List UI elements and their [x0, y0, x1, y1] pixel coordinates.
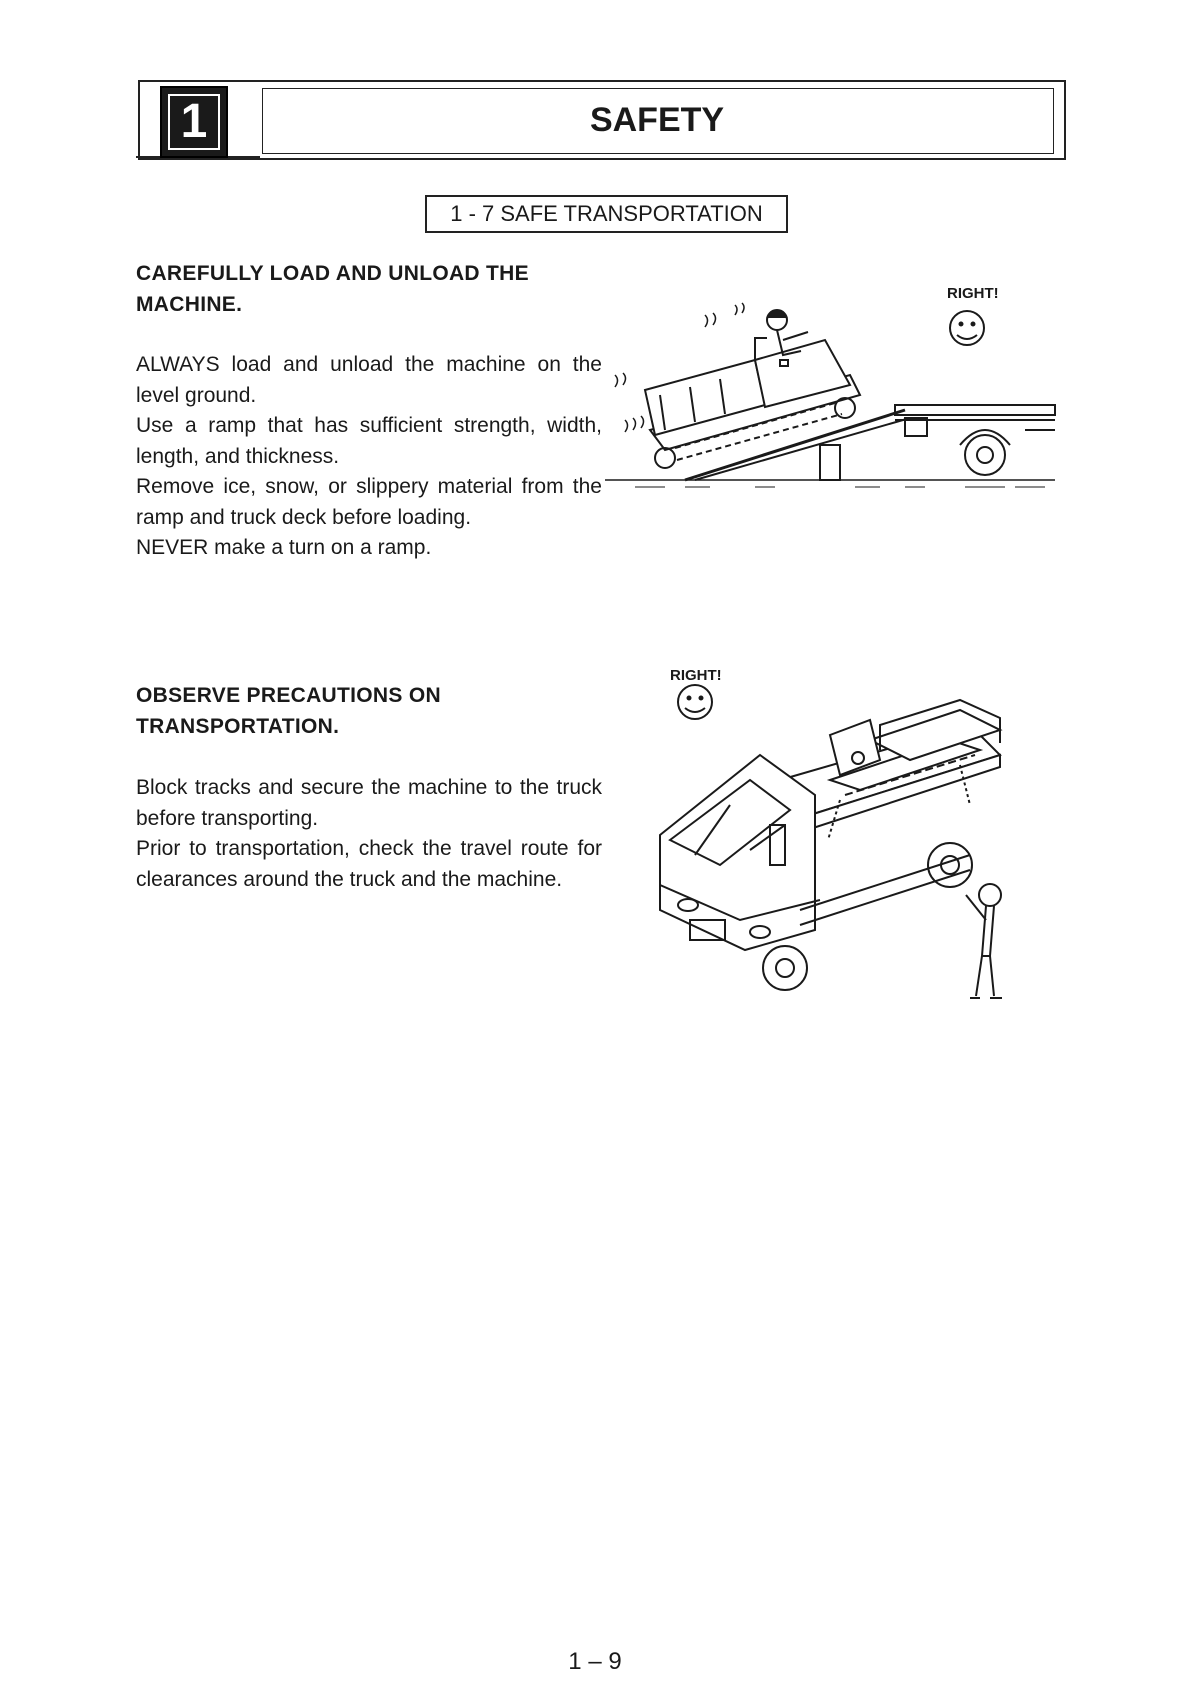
right-badge-text: RIGHT!: [947, 285, 999, 302]
block-2-heading-line: OBSERVE PRECAUTIONS ON: [136, 684, 441, 707]
chapter-number-badge: [160, 86, 228, 158]
block-2-line: Prior to transportation, check the travel route for clearances around the truck and the machine.: [136, 837, 602, 891]
loading-ramp-illustration: [605, 280, 1060, 500]
block-2-body: [136, 773, 602, 895]
block-1-heading-line: MACHINE.: [136, 293, 243, 316]
block-1-heading: [136, 258, 529, 320]
block-1-line: Remove ice, snow, or slippery material from the ramp and truck deck before loading.: [136, 475, 602, 529]
block-1-heading-line: CAREFULLY LOAD AND UNLOAD THE: [136, 262, 529, 285]
block-1-body: [136, 350, 602, 564]
block-2-line: Block tracks and secure the machine to the truck before transporting.: [136, 776, 602, 830]
truck-transport-illustration: [650, 670, 1030, 1015]
chapter-header: [138, 80, 1066, 160]
block-1-line: Use a ramp that has sufficient strength, width, length, and thickness.: [136, 414, 602, 468]
right-badge-text: RIGHT!: [670, 670, 722, 684]
section-title: 1 - 7 SAFE TRANSPORTATION: [425, 195, 788, 233]
chapter-title: SAFETY: [589, 101, 725, 139]
chapter-number: 1: [180, 95, 208, 148]
block-1-line: ALWAYS load and unload the machine on the level ground.: [136, 353, 602, 407]
block-2-heading-line: TRANSPORTATION.: [136, 715, 340, 738]
page-number: 1 – 9: [568, 1648, 622, 1675]
block-1-line: NEVER make a turn on a ramp.: [136, 536, 432, 559]
block-2-heading: [136, 680, 441, 742]
